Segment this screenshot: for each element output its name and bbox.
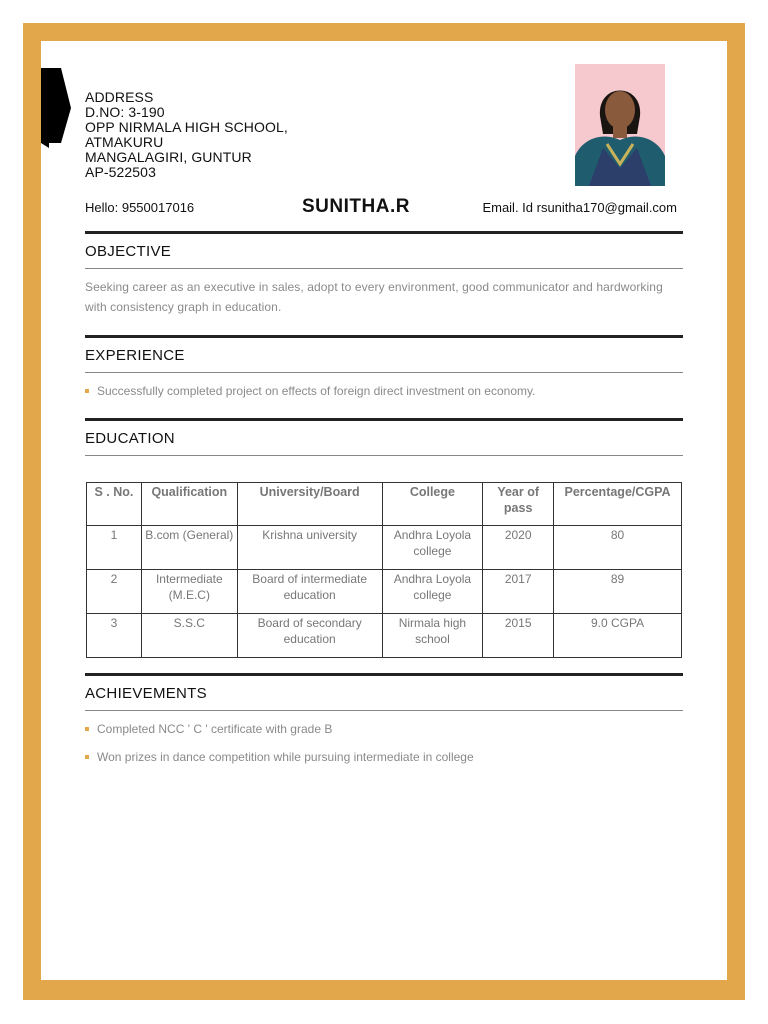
bullet-icon: [85, 727, 89, 731]
list-item: [85, 747, 683, 767]
column-header: Percentage/CGPA: [554, 483, 682, 526]
column-header: Qualification: [141, 483, 237, 526]
table-cell: Board of secondary education: [237, 614, 382, 658]
table-cell: B.com (General): [141, 526, 237, 570]
objective-text: Seeking career as an executive in sales, adopt to every environment, good communicator and hardworking with consistency graph in education.: [85, 280, 663, 314]
address-line: ATMAKURU: [85, 134, 164, 150]
achievements-section: [85, 673, 683, 767]
table-cell: Andhra Loyola college: [382, 570, 483, 614]
candidate-name: SUNITHA.R: [302, 196, 410, 217]
section-divider: [85, 418, 683, 421]
table-row: [87, 526, 682, 570]
heading-underline: [85, 710, 683, 711]
section-divider: [85, 231, 683, 234]
column-header: University/Board: [237, 483, 382, 526]
heading-underline: [85, 372, 683, 373]
table-cell: Board of intermediate education: [237, 570, 382, 614]
table-row: [87, 614, 682, 658]
section-heading: EXPERIENCE: [85, 347, 185, 364]
phone-number: Hello: 9550017016: [85, 200, 195, 215]
objective-section: [85, 231, 683, 317]
education-section: [85, 418, 683, 456]
contact-row: [85, 196, 683, 218]
table-cell: 1: [87, 526, 142, 570]
column-header: College: [382, 483, 483, 526]
table-cell: 3: [87, 614, 142, 658]
section-divider: [85, 335, 683, 338]
address-line: ADDRESS: [85, 89, 154, 105]
table-row: [87, 570, 682, 614]
list-item-text: Completed NCC ' C ' certificate with grade B: [97, 722, 333, 736]
table-header-row: [87, 483, 682, 526]
table-cell: 2020: [483, 526, 554, 570]
table-cell: S.S.C: [141, 614, 237, 658]
table-cell: 9.0 CGPA: [554, 614, 682, 658]
bullet-icon: [85, 389, 89, 393]
table-cell: Krishna university: [237, 526, 382, 570]
profile-photo: [575, 64, 665, 186]
education-table: [86, 482, 682, 658]
section-heading: ACHIEVEMENTS: [85, 685, 207, 702]
header-tab-marker: [41, 68, 71, 148]
address-line: D.NO: 3-190: [85, 104, 165, 120]
table-cell: 89: [554, 570, 682, 614]
table-cell: 2: [87, 570, 142, 614]
table-cell: Nirmala high school: [382, 614, 483, 658]
resume-page: [41, 41, 727, 980]
bullet-icon: [85, 755, 89, 759]
address-line: AP-522503: [85, 164, 156, 180]
list-item: [85, 381, 683, 401]
column-header: S . No.: [87, 483, 142, 526]
address-line: OPP NIRMALA HIGH SCHOOL,: [85, 119, 288, 135]
list-item-text: Successfully completed project on effects of foreign direct investment on economy.: [97, 384, 536, 398]
table-cell: 2017: [483, 570, 554, 614]
table-cell: Andhra Loyola college: [382, 526, 483, 570]
heading-underline: [85, 455, 683, 456]
list-item: [85, 719, 683, 739]
table-cell: Intermediate (M.E.C): [141, 570, 237, 614]
address-line: MANGALAGIRI, GUNTUR: [85, 149, 252, 165]
section-heading: OBJECTIVE: [85, 243, 172, 260]
section-divider: [85, 673, 683, 676]
list-item-text: Won prizes in dance competition while pursuing intermediate in college: [97, 750, 474, 764]
email-address: Email. Id rsunitha170@gmail.com: [482, 200, 677, 215]
table-cell: 2015: [483, 614, 554, 658]
experience-section: [85, 335, 683, 401]
table-cell: 80: [554, 526, 682, 570]
column-header: Year of pass: [483, 483, 554, 526]
heading-underline: [85, 268, 683, 269]
section-heading: EDUCATION: [85, 430, 175, 447]
address-block: [85, 90, 288, 180]
page-border: [23, 23, 745, 1000]
